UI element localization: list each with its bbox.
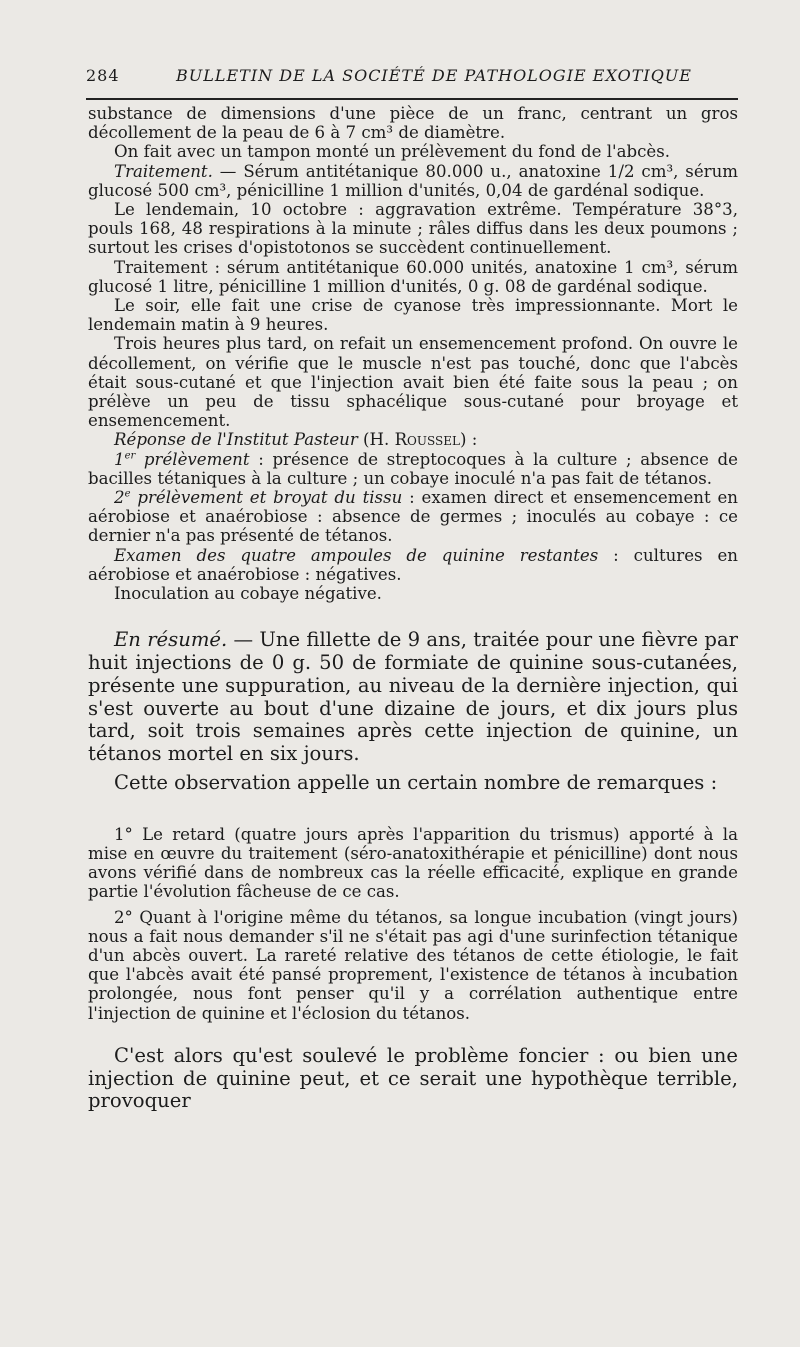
paragraph-treatment-2: Traitement : sérum antitétanique 60.000 unités, anatoxine 1 cm³, sérum glucosé 1 litre, pénicilline 1 million d'unités, 0 g. 08 de gardénal sodique. bbox=[88, 257, 738, 296]
treatment-label: Traitement. bbox=[114, 161, 213, 181]
page-number: 284 bbox=[86, 66, 120, 85]
header-rule bbox=[86, 98, 738, 100]
body-text bbox=[88, 104, 738, 1113]
paragraph-treatment-1: Traitement. — Sérum antitétanique 80.000 u., anatoxine 1/2 cm³, sérum glucosé 500 cm³, pénicilline 1 million d'unités, 0,04 de gardénal sodique. bbox=[88, 161, 738, 200]
paragraph: substance de dimensions d'une pièce de un franc, centrant un gros décollement de la peau de 6 à 7 cm³ de diamètre. bbox=[88, 104, 738, 143]
paragraph: Inoculation au cobaye négative. bbox=[114, 584, 382, 604]
paragraph-ampoules: Examen des quatre ampoules de quinine restantes : cultures en aérobiose et anaérobiose : négatives. bbox=[88, 545, 738, 584]
paragraph: Le lendemain, 10 octobre : aggravation extrême. Température 38°3, pouls 168, 48 respirations à la minute ; râles diffus dans les deux poumons ; surtout les crises d'opistotonos se succèdent continuellement. bbox=[88, 200, 738, 258]
author-name: Roussel bbox=[394, 430, 460, 450]
journal-title: BULLETIN DE LA SOCIÉTÉ DE PATHOLOGIE EXOTIQUE bbox=[176, 66, 692, 85]
paragraph-pasteur-response: Réponse de l'Institut Pasteur (H. Roussel) : bbox=[114, 430, 478, 450]
paragraph-second-sample: 2e prélèvement et broyat du tissu : examen direct et ensemencement en aérobiose et anaérobiose : absence de germes ; inoculés au cobaye : ce dernier n'a pas présenté de tétanos. bbox=[88, 488, 738, 546]
paragraph-remarks-intro: Cette observation appelle un certain nombre de remarques : bbox=[114, 771, 718, 795]
paragraph-first-sample: 1er prélèvement : présence de streptocoques à la culture ; absence de bacilles tétaniques à la culture ; un cobaye inoculé n'a pas fait de tétanos. bbox=[88, 449, 738, 488]
paragraph-conclusion: C'est alors qu'est soulevé le problème foncier : ou bien une injection de quinine peut, et ce serait une hypothèque terrible, provoquer bbox=[88, 1043, 738, 1113]
paragraph: Trois heures plus tard, on refait un ensemencement profond. On ouvre le décollement, on vérifie que le muscle n'est pas touché, donc que l'abcès était sous-cutané et que l'injection avait bien été faite sous la peau ; on prélève un peu de tissu sphacélique sous-cutané pour broyage et ensemencement. bbox=[88, 334, 738, 431]
paragraph: Le soir, elle fait une crise de cyanose très impressionnante. Mort le lendemain matin à 9 heures. bbox=[88, 296, 738, 335]
paragraph-summary: En résumé. — Une fillette de 9 ans, traitée pour une fièvre par huit injections de 0 g. 50 de formiate de quinine sous-cutanées, présente une suppuration, au niveau de la dernière injection, qui s'est ouverte au bout d'une dizaine de jours, et dix jours plus tard, soit trois semaines après cette injection de quinine, un tétanos mortel en six jours. bbox=[88, 628, 738, 766]
remark-2: 2° Quant à l'origine même du tétanos, sa longue incubation (vingt jours) nous a fait nous demander s'il ne s'était pas agi d'une surinfection tétanique d'un abcès ouvert. La rareté relative des tétanos de cette étiologie, le fait que l'abcès avait été pansé proprement, l'existence de tétanos à incubation prolongée, nous font penser qu'il y a corrélation authentique entre l'injection de quinine et l'éclosion du tétanos. bbox=[88, 907, 738, 1023]
paragraph: On fait avec un tampon monté un prélèvement du fond de l'abcès. bbox=[114, 142, 671, 162]
remark-1: 1° Le retard (quatre jours après l'apparition du trismus) apporté à la mise en œuvre du traitement (séro-anatoxithérapie et pénicilline) dont nous avons vérifié dans de nombreux cas la réelle efficacité, explique en grande partie l'évolution fâcheuse de ce cas. bbox=[88, 824, 738, 902]
